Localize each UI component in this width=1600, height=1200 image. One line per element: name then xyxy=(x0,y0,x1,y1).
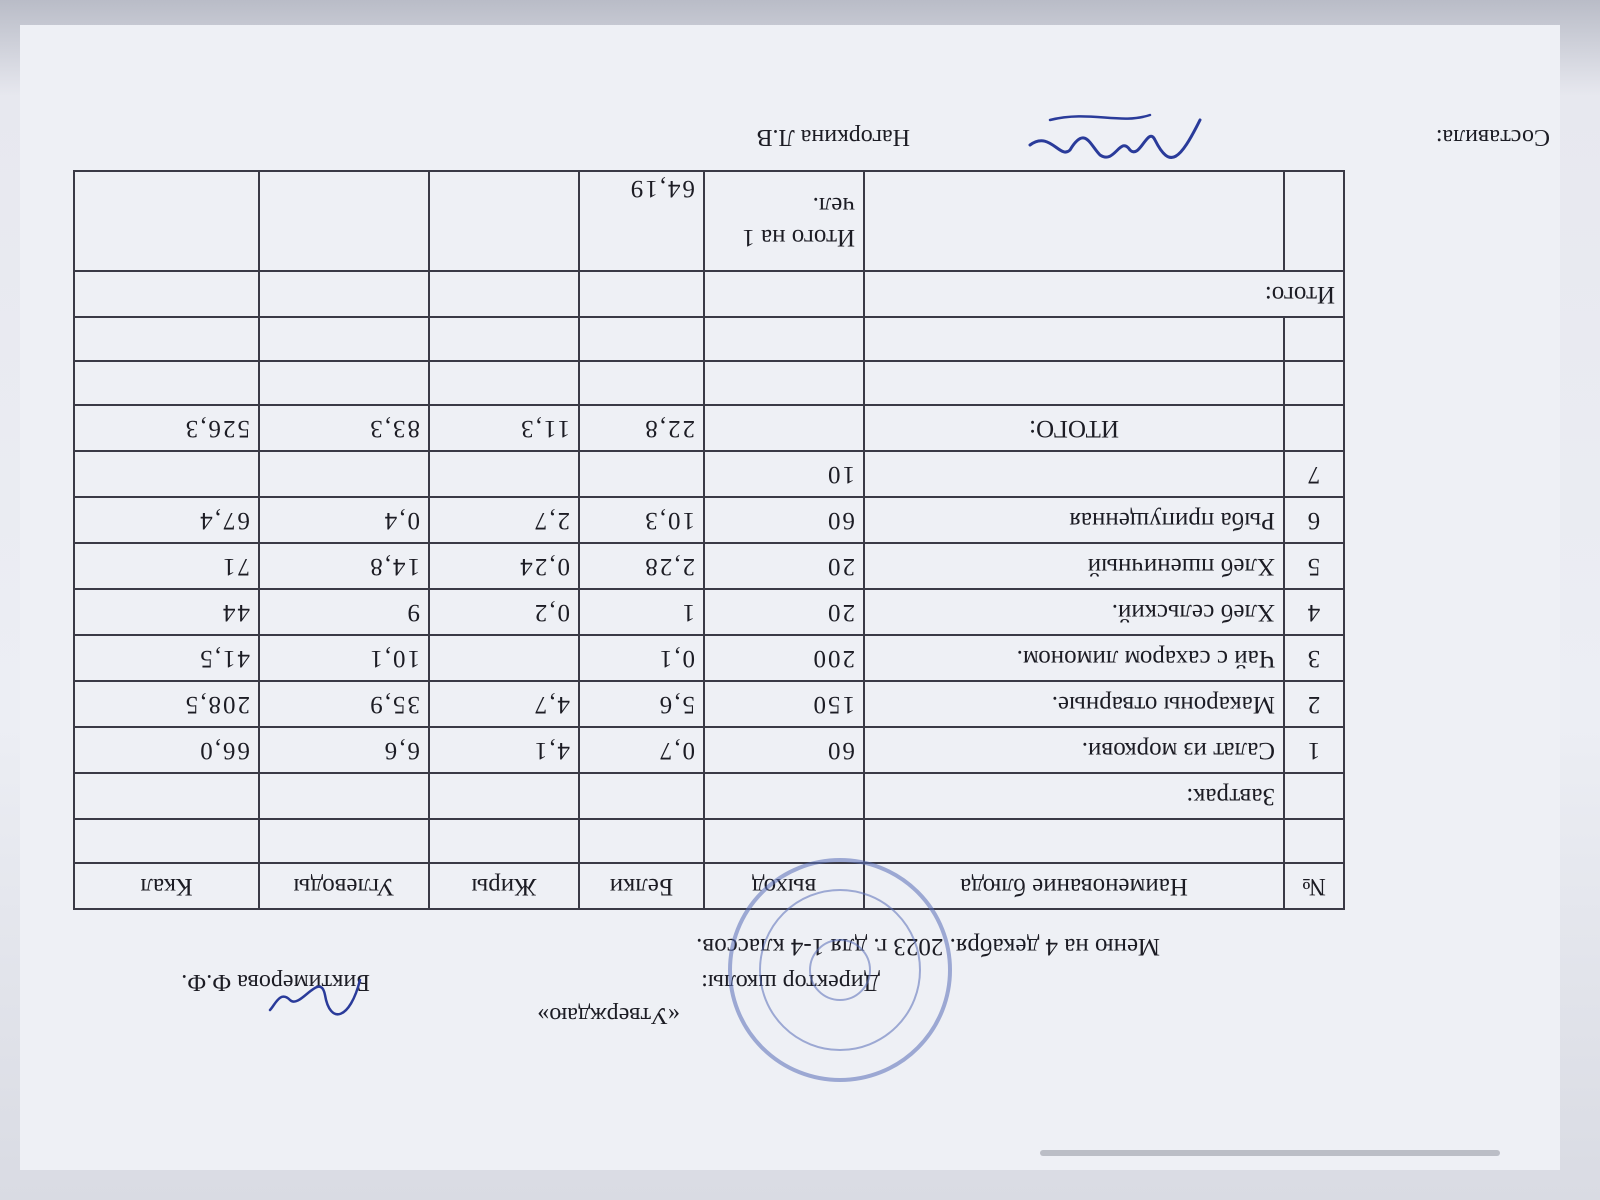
col-output-header: выход xyxy=(704,863,864,909)
final-total-label: Итого: xyxy=(864,271,1344,317)
final-total-row xyxy=(74,271,1344,317)
table-row: 1 Салат из моркови. 60 0,7 4,1 6,6 66,0 xyxy=(74,727,1344,773)
blank-row xyxy=(74,819,1344,863)
section-label: Завтрак: xyxy=(864,773,1284,819)
per-person-value: 64,19 xyxy=(579,171,704,271)
director-label: Директор школы: xyxy=(701,969,880,995)
compiled-by-label: Составила: xyxy=(1435,124,1550,150)
col-name-header: Наименование блюда xyxy=(864,863,1284,909)
table-row: 6 Рыба припущенная 60 10,3 2,7 0,4 67,4 xyxy=(74,497,1344,543)
per-person-label: Итого на 1 чел. xyxy=(704,171,864,271)
col-protein-header: Белки xyxy=(579,863,704,909)
table-row: 2 Макароны отварные. 150 5,6 4,7 35,9 208,5 xyxy=(74,681,1344,727)
table-row: 3 Чай с сахаром лимоном. 200 0,1 10,1 41,5 xyxy=(74,635,1344,681)
table-row: 5 Хлеб пшеничный 20 2,28 0,24 14,8 71 xyxy=(74,543,1344,589)
total-label: ИТОГО: xyxy=(864,405,1284,451)
col-number-header: № xyxy=(1284,863,1344,909)
blank-row xyxy=(74,361,1344,405)
table-row: 4 Хлеб сельский. 20 1 0,2 9 44 xyxy=(74,589,1344,635)
compiled-by-name: Нагоркина Л.В xyxy=(756,124,910,150)
school-stamp xyxy=(720,850,960,1090)
approved-heading: «Утверждаю» xyxy=(537,1002,680,1028)
blank-row xyxy=(74,317,1344,361)
menu-table xyxy=(73,170,1345,910)
col-carbs-header: Углеводы xyxy=(259,863,429,909)
director-signature xyxy=(260,960,370,1030)
col-fat-header: Жиры xyxy=(429,863,579,909)
table-row: 7 10 xyxy=(74,451,1344,497)
col-kcal-header: Ккал xyxy=(74,863,259,909)
menu-title: Меню на 4 декабря. 2023 г. для 1-4 классов. xyxy=(696,933,1160,960)
director-name: Биктимерова Ф.Ф. xyxy=(181,969,370,995)
section-row xyxy=(74,773,1344,819)
footer xyxy=(150,60,1550,180)
total-row: ИТОГО: 22,8 11,3 83,3 526,3 xyxy=(74,405,1344,451)
compiler-signature xyxy=(1010,100,1210,180)
per-person-row xyxy=(74,171,1344,271)
header-row xyxy=(74,863,1344,909)
paper-edge xyxy=(1040,1150,1500,1156)
